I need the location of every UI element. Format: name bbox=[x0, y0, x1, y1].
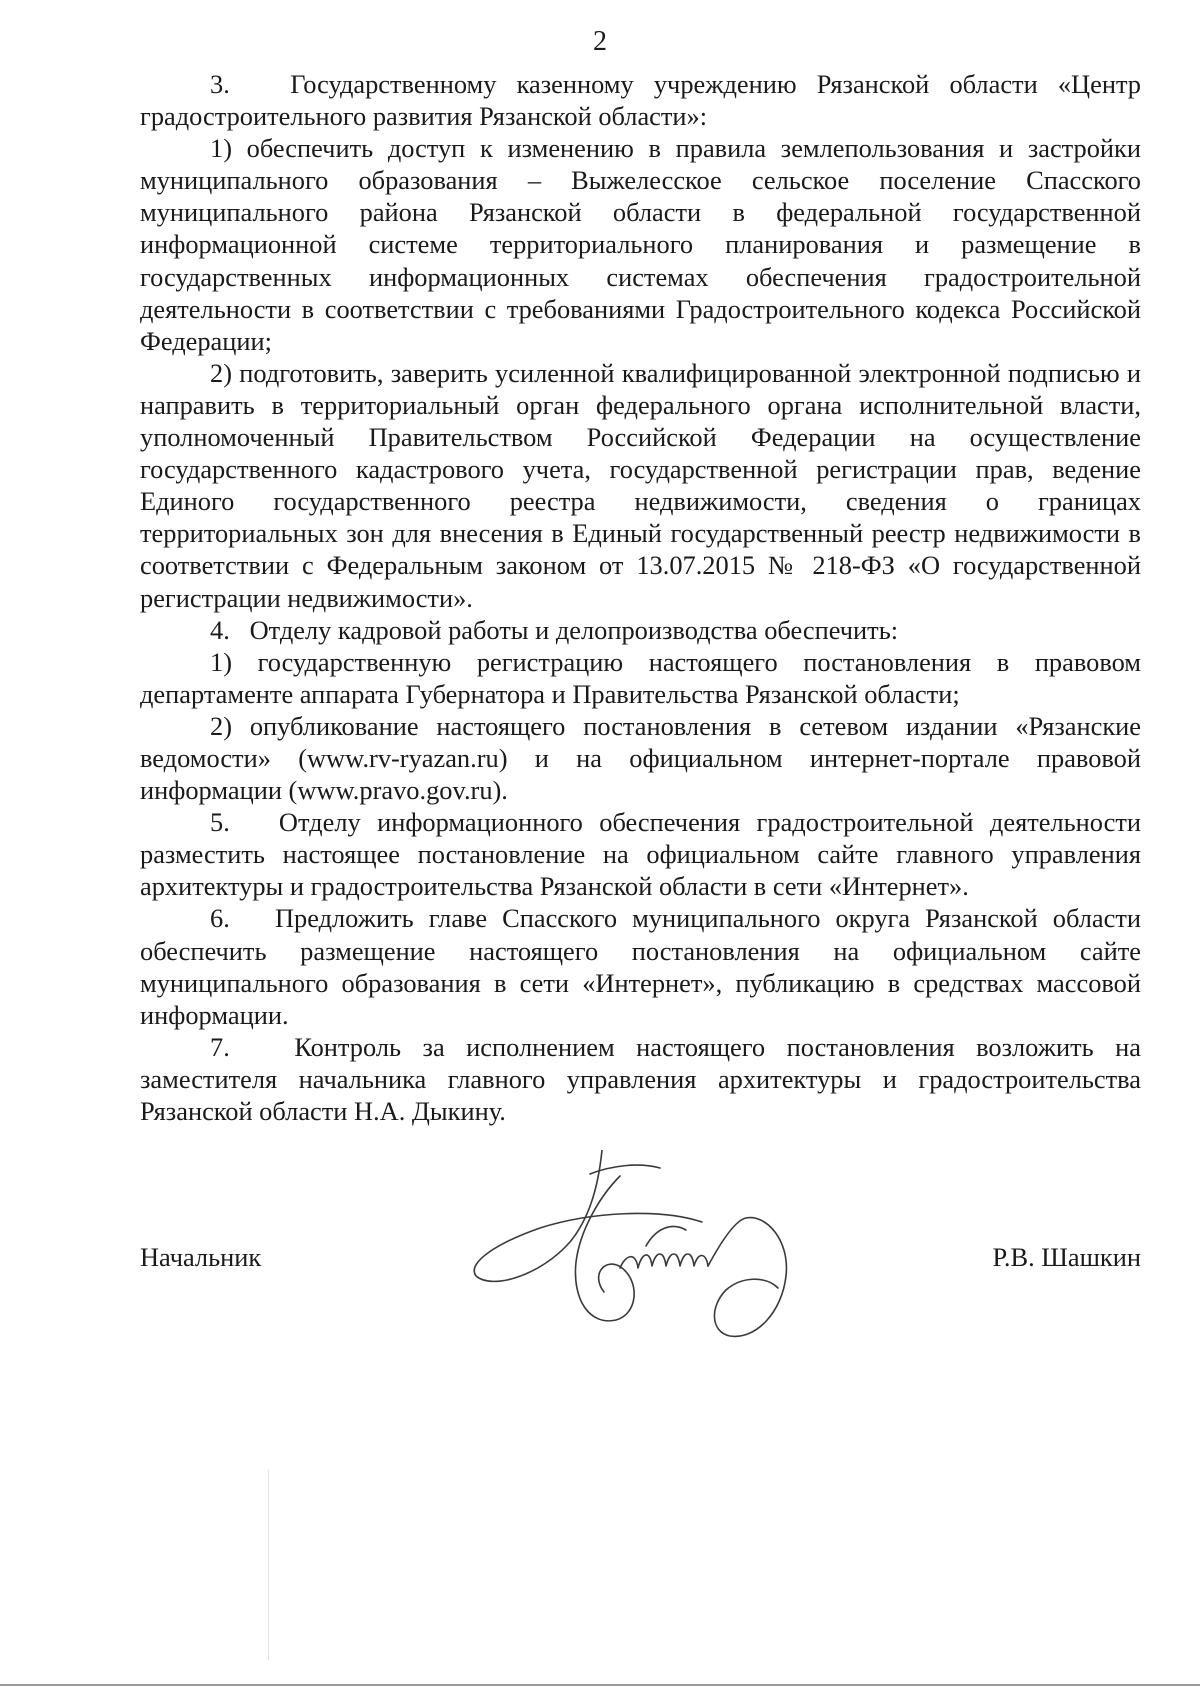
paragraph-6: 6. Предложить главе Спасского муниципального округа Рязанской области обеспечить размещение настоящего постановления на официальном сайте муниципального образования в сети «Интернет», публикацию в средствах массовой информации. bbox=[140, 903, 1141, 1030]
paragraph-7: 7. Контроль за исполнением настоящего постановления возложить на заместителя начальника главного управления архитектуры и градостроительства Рязанской области Н.А. Дыкину. bbox=[140, 1031, 1141, 1126]
scan-artifact-line bbox=[268, 1470, 269, 1660]
signature-block bbox=[140, 1242, 1141, 1282]
paragraph-4: 4. Отделу кадровой работы и делопроизводства обеспечить: bbox=[210, 614, 899, 645]
paragraph-5: 5. Отделу информационного обеспечения градостроительной деятельности разместить настоящее постановление на официальном сайте главного управления архитектуры и градостроительства Рязанской области в сети «Интернет». bbox=[140, 807, 1141, 902]
paragraph-3-2: 2) подготовить, заверить усиленной квалифицированной электронной подписью и направить в территориальный орган федерального органа исполнительной власти, уполномоченный Правительством Российской Федерации на осуществление государственного кадастрового учета, государственной регистрации прав, ведение Единого государственного реестра недвижимости, сведения о границах территориальных зон для внесения в Единый государственный реестр недвижимости в соответствии с Федеральным законом от 13.07.2015 № 218-ФЗ «О государственной регистрации недвижимости». bbox=[140, 357, 1141, 613]
paragraph-3: 3. Государственному казенному учреждению Рязанской области «Центр градостроительного развития Рязанской области»: bbox=[140, 69, 1141, 132]
paragraph-4-2: 2) опубликование настоящего постановления в сетевом издании «Рязанские ведомости» (www.rv-ryazan.ru) и на официальном интернет-портале правовой информации (www.pravo.gov.ru). bbox=[140, 710, 1141, 806]
paragraph-4-1: 1) государственную регистрацию настоящего постановления в правовом департаменте аппарата Губернатора и Правительства Рязанской области; bbox=[140, 646, 1141, 709]
page-number: 2 bbox=[593, 26, 607, 57]
signatory-position: Начальник bbox=[140, 1242, 262, 1272]
document-body bbox=[140, 68, 1141, 1127]
signatory-name: Р.В. Шашкин bbox=[992, 1242, 1141, 1272]
bottom-border bbox=[0, 1684, 1200, 1686]
paragraph-3-1: 1) обеспечить доступ к изменению в правила землепользования и застройки муниципального образования – Выжелесское сельское поселение Спасского муниципального района Рязанской области в федеральной государственной информационной системе территориального планирования и размещение в государственных информационных системах обеспечения градостроительной деятельности в соответствии с требованиями Градостроительного кодекса Российской Федерации; bbox=[140, 133, 1141, 356]
